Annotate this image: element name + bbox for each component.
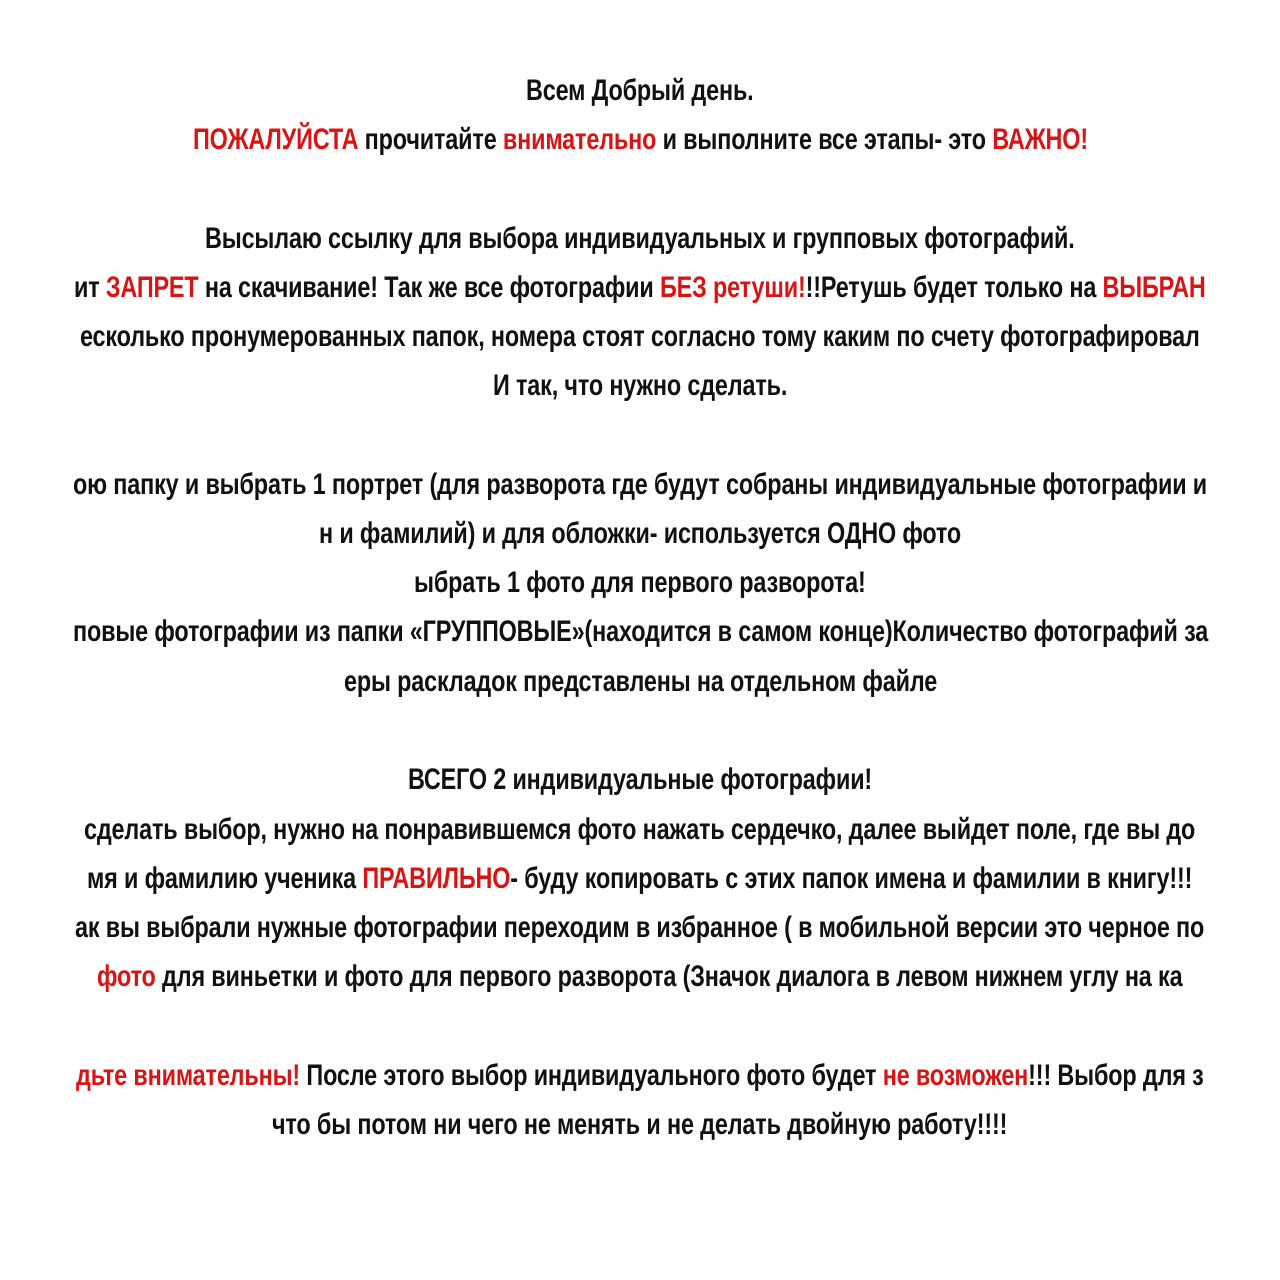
text-segment: что бы потом ни чего не менять и не делать двойную работу!!!! [272,1108,1008,1141]
text-segment: Всем Добрый день. [526,74,754,107]
text-segment: на ка [1124,960,1183,993]
highlight-text: ПРАВИЛЬНО [362,862,511,895]
text-segment: После этого выбор индивидуального фото будет [300,1059,883,1092]
highlight-text: ВАЖНО! [991,123,1088,156]
highlight-text: фото [97,960,156,993]
folders-line [80,315,1200,359]
text-segment: ак вы выбрали нужные фотографии переходим в избранное ( в мобильной версии это черное по [75,911,1205,944]
text-segment: ою папку и выбрать 1 портрет (для разворота где будут собраны индивидуальные фотографии и [72,468,1207,501]
text-segment: сделать выбор, нужно на понравившемся фото нажать сердечко, далее выйдет поле, где вы до [84,813,1196,846]
text-segment: !!Ретушь будет только на [805,271,1103,304]
download-ban-line [74,266,1206,310]
highlight-text: БЕЗ ретуши! [660,271,806,304]
highlight-text: дьте внимательны! [76,1059,301,1092]
text-segment: для виньетки и фото для первого разворота (Значок диалога в левом нижнем углу [155,960,1125,993]
vignette-photo-line [97,955,1182,999]
layout-examples-line [344,660,937,704]
total-individual-line [408,758,872,802]
student-name-line [87,857,1192,901]
favorites-line [75,906,1204,950]
what-to-do-line [493,364,787,408]
text-segment: и выполните все этапы- это [655,123,992,156]
highlight-text: ЗАПРЕТ [105,271,199,304]
link-intro-line [205,217,1075,261]
step-portrait-continued-line [319,512,961,556]
text-segment: прочитайте [357,123,503,156]
text-segment: - буду копировать с этих папок имена и фамилии в книгу!!! [510,862,1193,895]
step-group-photos-line [73,610,1208,654]
text-segment: ВСЕГО 2 индивидуальные фотографии! [407,763,873,796]
text-segment: на скачивание! Так же все фотографии [198,271,661,304]
text-segment: ыбрать 1 фото для первого разворота! [414,566,866,599]
text-segment: повые фотографии из папки «ГРУППОВЫЕ»(находится в самом конце)Количество фотографий за [72,615,1208,648]
text-segment: еры раскладок представлены на отдельном файле [343,665,937,698]
step-portrait-line [73,463,1207,507]
text-segment: !!! Выбор для з [1028,1059,1204,1092]
heart-select-line [84,808,1195,852]
step-first-spread-line [414,561,866,605]
text-segment: есколько пронумерованных папок, номера стоят согласно тому каким по счету фотографировал [79,320,1200,353]
no-double-work-line [272,1103,1007,1147]
text-segment: мя и фамилию ученика [87,862,363,895]
important-notice-line [193,118,1088,162]
text-segment: Высылаю ссылку для выбора индивидуальных и групповых фотографий. [205,222,1075,255]
text-segment: И так, что нужно сделать. [492,369,788,402]
highlight-text: внимательно [502,123,656,156]
be-careful-line [76,1054,1204,1098]
text-segment: ит [74,271,106,304]
text-segment: н и фамилий) и для обложки- используется ОДНО фото [319,517,962,550]
highlight-text: не возможен [882,1059,1029,1092]
highlight-text: ВЫБРАН [1102,271,1206,304]
highlight-text: ПОЖАЛУЙСТА [192,123,358,156]
greeting-line [526,69,754,113]
